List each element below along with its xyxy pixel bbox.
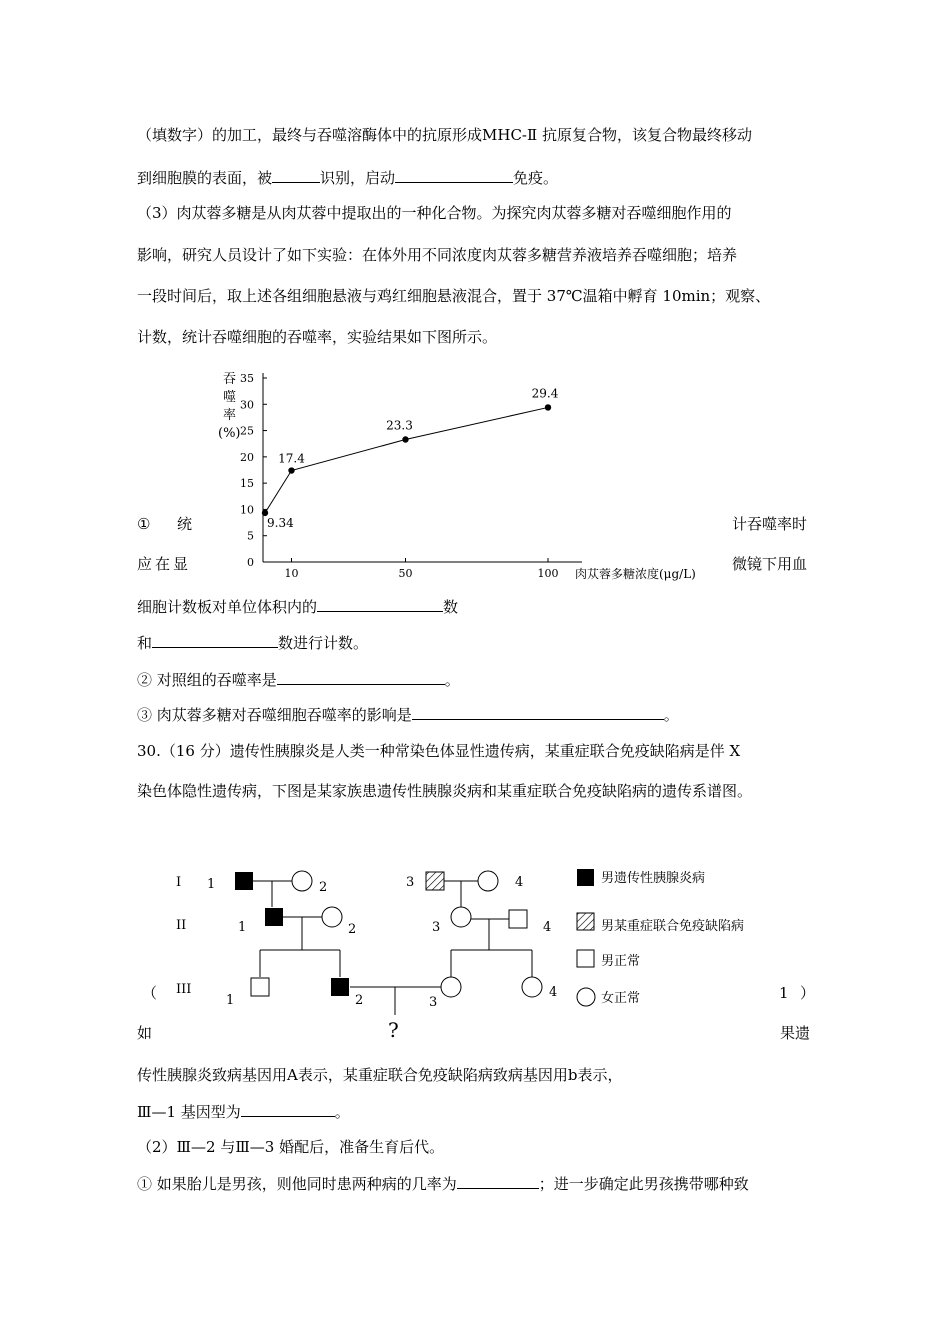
- text-line: （2）Ⅲ—2 与Ⅲ—3 婚配后，准备生育后代。: [137, 1138, 445, 1156]
- individual-id: 3: [432, 920, 441, 935]
- text-line: 传性胰腺炎致病基因用A表示，某重症联合免疫缺陷病致病基因用b表示，: [137, 1066, 623, 1084]
- text-segment: 应在显: [137, 555, 192, 573]
- text-line: 计数，统计吞噬细胞的吞噬率，实验结果如下图所示。: [137, 328, 498, 346]
- individual-id: 2: [348, 922, 357, 937]
- text-line: 一段时间后，取上述各组细胞悬液与鸡红细胞悬液混合，置于 37℃温箱中孵育 10min；观察、: [137, 287, 771, 305]
- individual-I1: [235, 872, 253, 890]
- y-axis-label-char: 噬: [223, 390, 237, 405]
- text-line: [137, 596, 458, 617]
- text-line: [137, 704, 679, 725]
- answer-blank[interactable]: [272, 167, 320, 183]
- unknown-offspring-label: ?: [388, 1018, 399, 1042]
- individual-III1: [251, 978, 269, 996]
- answer-blank[interactable]: [241, 1101, 335, 1117]
- y-tick-label: 0: [247, 556, 254, 569]
- x-axis-label: 肉苁蓉多糖浓度(μg/L): [575, 567, 696, 581]
- y-tick-label: 20: [240, 450, 254, 464]
- individual-III2: [331, 978, 349, 996]
- text-segment: 。: [334, 1103, 350, 1121]
- text-segment: ③ 肉苁蓉多糖对吞噬细胞吞噬率的影响是: [137, 706, 412, 724]
- legend-swatch-normal-male: [577, 950, 594, 967]
- y-tick-label: 30: [240, 398, 254, 412]
- data-label: 9.34: [267, 515, 294, 530]
- individual-II2: [322, 907, 342, 927]
- individual-id: 1: [207, 877, 216, 892]
- answer-blank[interactable]: [317, 596, 443, 612]
- data-point: [288, 467, 294, 473]
- individual-id: 4: [515, 875, 524, 890]
- individual-III4: [522, 977, 542, 997]
- text-segment: 细胞计数板对单位体积内的: [137, 598, 318, 616]
- data-point: [545, 404, 551, 410]
- answer-blank[interactable]: [277, 669, 445, 685]
- y-axis-label-char: 率: [223, 408, 237, 423]
- text-segment: 。: [663, 706, 679, 724]
- text-segment: 数进行计数。: [278, 634, 369, 652]
- y-axis-label-char: (%): [218, 426, 241, 441]
- text-segment: （: [142, 984, 158, 1002]
- text-segment: 微镜下用血: [732, 555, 808, 573]
- individual-III3: [441, 977, 461, 997]
- text-segment: ）: [800, 984, 816, 1002]
- data-point: [402, 436, 408, 442]
- generation-label: I: [176, 875, 182, 890]
- answer-blank[interactable]: [152, 632, 278, 648]
- text-segment: ① 如果胎儿是男孩，则他同时患两种病的几率为: [137, 1175, 457, 1193]
- data-label: 29.4: [531, 386, 559, 401]
- legend-label: 男正常: [601, 954, 641, 969]
- individual-id: 2: [355, 993, 364, 1008]
- phagocytosis-rate-chart: [210, 365, 720, 590]
- text-line: 30.（16 分）遗传性胰腺炎是人类一种常染色体显性遗传病，某重症联合免疫缺陷病是伴 X: [137, 742, 741, 760]
- individual-I2: [292, 871, 312, 891]
- text-segment: 统: [177, 515, 193, 533]
- text-segment: ；进一步确定此男孩携带哪种致: [538, 1175, 749, 1193]
- text-segment: 识别，启动: [320, 169, 396, 187]
- text-line: 影响，研究人员设计了如下实验：在体外用不同浓度肉苁蓉多糖营养液培养吞噬细胞；培养: [137, 246, 738, 264]
- x-tick-label: 50: [398, 567, 413, 580]
- text-segment: 免疫。: [513, 169, 559, 187]
- y-axis-label: [218, 372, 241, 441]
- individual-I4: [478, 871, 498, 891]
- legend-swatch-normal-female: [577, 988, 595, 1006]
- text-segment: 数: [443, 598, 459, 616]
- text-line: （3）肉苁蓉多糖是从肉苁蓉中提取出的一种化合物。为探究肉苁蓉多糖对吞噬细胞作用的: [137, 204, 732, 222]
- answer-blank[interactable]: [395, 167, 513, 183]
- generation-label: III: [176, 982, 192, 997]
- x-tick-label: 10: [284, 567, 299, 580]
- individual-II4: [509, 910, 527, 928]
- individual-id: 3: [406, 875, 415, 890]
- legend-swatch-immunodeficiency: [577, 913, 594, 930]
- legend-label: 女正常: [601, 991, 641, 1006]
- text-segment: 果遗: [780, 1024, 811, 1042]
- text-line: [137, 1173, 749, 1194]
- individual-II1: [265, 908, 283, 926]
- individual-id: 1: [238, 920, 247, 935]
- text-line: 染色体隐性遗传病，下图是某家族患遗传性胰腺炎病和某重症联合免疫缺陷病的遗传系谱图。: [137, 782, 753, 800]
- generation-label: II: [176, 918, 187, 933]
- legend-label: 男某重症联合免疫缺陷病: [601, 919, 745, 934]
- legend-swatch-pancreatitis: [577, 869, 594, 886]
- answer-blank[interactable]: [457, 1173, 539, 1189]
- text-segment: 。: [444, 671, 460, 689]
- individual-id: 3: [429, 995, 438, 1010]
- y-axis-label-char: 吞: [223, 372, 237, 387]
- text-segment: 1: [779, 984, 789, 1002]
- individual-id: 4: [543, 920, 552, 935]
- text-line: [137, 1101, 350, 1122]
- pedigree-diagram: [0, 855, 950, 1050]
- y-tick-label: 5: [247, 529, 254, 543]
- text-segment: ② 对照组的吞噬率是: [137, 671, 277, 689]
- text-segment: 和: [137, 634, 153, 652]
- individual-II3: [451, 907, 471, 927]
- text-segment: ①: [137, 515, 151, 533]
- y-tick-label: 25: [240, 424, 254, 438]
- text-segment: 到细胞膜的表面，被: [137, 169, 273, 187]
- text-line: [137, 632, 368, 653]
- text-line: （填数字）的加工，最终与吞噬溶酶体中的抗原形成MHC-Ⅱ 抗原复合物，该复合物最终移动: [137, 126, 752, 144]
- text-segment: 计吞噬率时: [732, 515, 808, 533]
- text-segment: Ⅲ—1 基因型为: [137, 1103, 241, 1121]
- y-tick-label: 15: [240, 477, 254, 491]
- data-label: 17.4: [278, 451, 305, 466]
- y-tick-label: 10: [240, 503, 254, 517]
- individual-id: 1: [226, 993, 235, 1008]
- legend-label: 男遗传性胰腺炎病: [601, 871, 706, 886]
- individual-id: 2: [319, 880, 328, 895]
- individual-I3: [426, 872, 444, 890]
- x-tick-label: 100: [537, 567, 559, 580]
- individual-id: 4: [549, 985, 558, 1000]
- answer-blank[interactable]: [412, 704, 664, 720]
- text-line: [137, 167, 558, 188]
- y-tick-label: 35: [240, 372, 254, 385]
- data-label: 23.3: [386, 418, 413, 433]
- text-line: [137, 669, 460, 690]
- text-segment: 如: [137, 1024, 153, 1042]
